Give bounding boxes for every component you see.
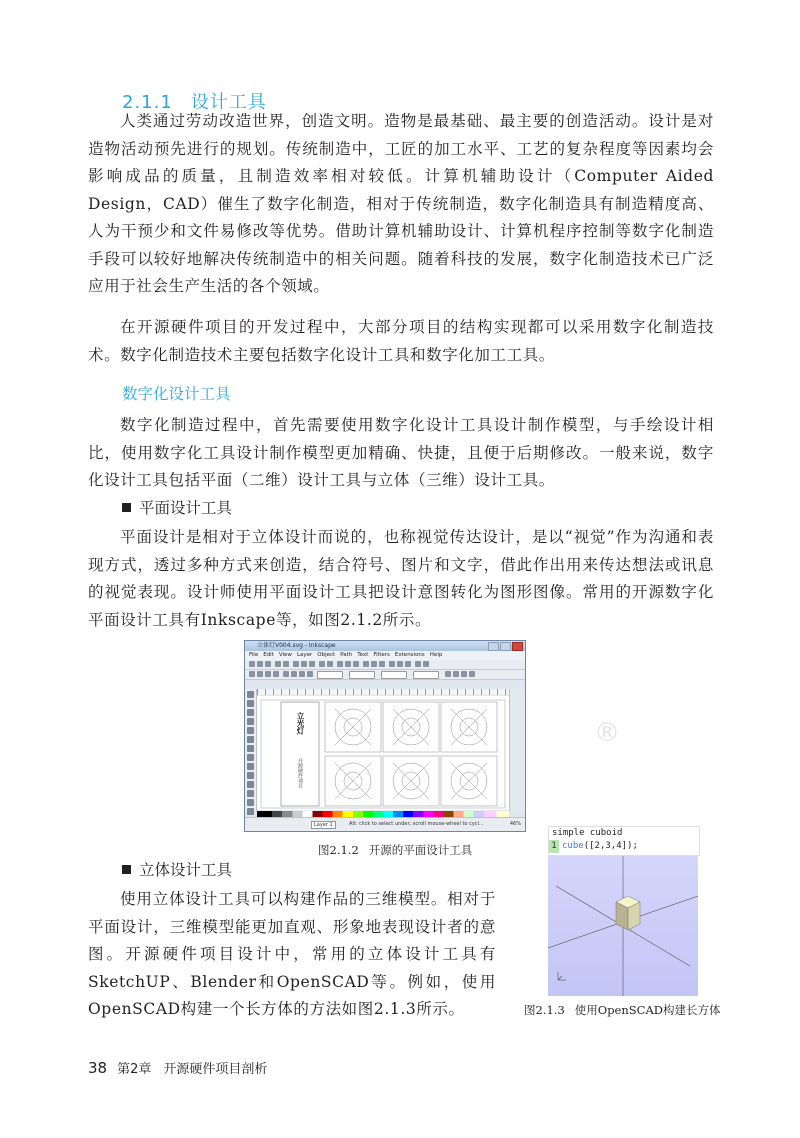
figure-2-1-2-number: 图2.1.2 [318,843,359,857]
inkscape-tool-controls-bar [245,670,525,680]
menu-help: Help [429,652,443,658]
inkscape-titlebar [245,641,525,651]
figure-2-1-2-text: 开源的平面设计工具 [368,843,473,857]
line-number: 1 [549,840,559,853]
bullet-2d-tools [122,496,232,518]
doc-subtitle-label: 开源硬件项目 [297,758,303,788]
bullet-3d-tools [122,858,232,880]
bullet-square-icon [122,503,131,512]
page-footer [88,1058,267,1077]
zoom-readout: 46% [509,821,521,827]
horizontal-ruler [257,689,509,695]
section-heading: 设计工具 [190,92,267,113]
figure-2-1-2-caption [318,842,472,858]
editor-title: simple cuboid [552,828,623,838]
paragraph-2: 在开源硬件项目的开发过程中，大部分项目的结构实现都可以采用数字化制造技术。数字化制造技术主要包括数字化设计工具和数字化加工工具。 [88,318,714,364]
close-icon [512,642,523,651]
code-keyword: cube [562,841,584,851]
menu-path: Path [340,652,353,658]
inkscape-window-title: 立体灯V004.svg - Inkscape [257,642,336,649]
inkscape-statusbar [245,817,525,831]
inkscape-screenshot [244,640,526,832]
code-line-1 [549,840,699,853]
figure-2-1-3-caption [524,1002,720,1018]
menu-edit: Edit [263,652,274,658]
cuboid-render [548,856,698,996]
chapter-label: 第2章 [117,1062,152,1077]
openscad-editor [548,826,700,856]
menu-text: Text [357,652,369,658]
bullet-square-icon [122,865,131,874]
paragraph-5: 使用立体设计工具可以构建作品的三维模型。相对于平面设计，三维模型能更加直观、形象地表现设计者的意图。开源硬件项目设计中，常用的立体设计工具有SketchUP、Blender和OpenSCAD等。例如，使用OpenSCAD构建一个长方体的方法如图2.1.3所示。 [88,890,496,1018]
window-buttons [487,642,523,655]
figure-2-1-3-text: 使用OpenSCAD构建长方体 [574,1003,721,1017]
menu-extensions: Extensions [394,652,425,658]
paragraph-4: 平面设计是相对于立体设计而说的，也称视觉传达设计，是以“视觉”作为沟通和表现方式，透过多种方式来创造，结合符号、图片和文字，借此作出用来传达想法或讯息的视觉表现。设计师使用平面设计工具把设计意图转化为图形图像。常用的开源数字化平面设计工具有Inkscape等，如图2.1.2所示。 [88,528,714,629]
paragraph-3: 数字化制造过程中，首先需要使用数字化设计工具设计制作模型，与手绘设计相比，使用数字化工具设计制作模型更加精确、快捷，且便于后期修改。一般来说，数字化设计工具包括平面（二维）设计工具与立体（三维）设计工具。 [88,416,714,489]
inkscape-canvas [257,696,509,810]
inkscape-snap-bar [509,689,525,811]
page-number: 38 [88,1059,108,1077]
layer-select: Layer 1 [311,821,336,829]
subheading-digital-design-tools: 数字化设计工具 [122,385,231,403]
minimize-icon [488,642,499,651]
menu-object: Object [317,652,336,658]
maximize-icon [500,642,511,651]
inkscape-toolbox [245,689,257,811]
openscad-3d-view [548,856,698,996]
chapter-title: 开源硬件项目剖析 [163,1062,268,1077]
registered-watermark: ® [594,718,620,748]
figure-2-1-3-number: 图2.1.3 [524,1003,565,1017]
menu-layer: Layer [296,652,313,658]
section-number: 2.1.1 [122,92,173,113]
code-args: ([2,3,4]); [583,841,638,851]
inkscape-commands-bar [245,660,525,670]
menu-filters: Filters [373,652,390,658]
menu-file: File [249,652,259,658]
status-hint: Alt: click to select under; scroll mouse-wheel to cycl... [349,821,484,827]
menu-view: View [278,652,292,658]
bullet-3d-label: 立体设计工具 [139,861,233,879]
inkscape-menubar [245,651,525,660]
bullet-2d-label: 平面设计工具 [139,499,233,517]
paragraph-1: 人类通过劳动改造世界，创造文明。造物是最基础、最主要的创造活动。设计是对造物活动预先进行的规划。传统制造中，工匠的加工水平、工艺的复杂程度等因素均会影响成品的质量，且制造效率相对较低。计算机辅助设计（Computer Aided Design，CAD）催生了数字化制造，相对于传统制造，数字化制造具有制造精度高、人为干预少和文件易修改等优势。借助计算机辅助设计、计算机程序控制等数字化制造手段可以较好地解决传统制造中的相关问题。随着科技的发展，数字化制造技术已广泛应用于社会生产生活的各个领域。 [88,112,714,295]
doc-title-label: 立光灯 [296,712,305,735]
